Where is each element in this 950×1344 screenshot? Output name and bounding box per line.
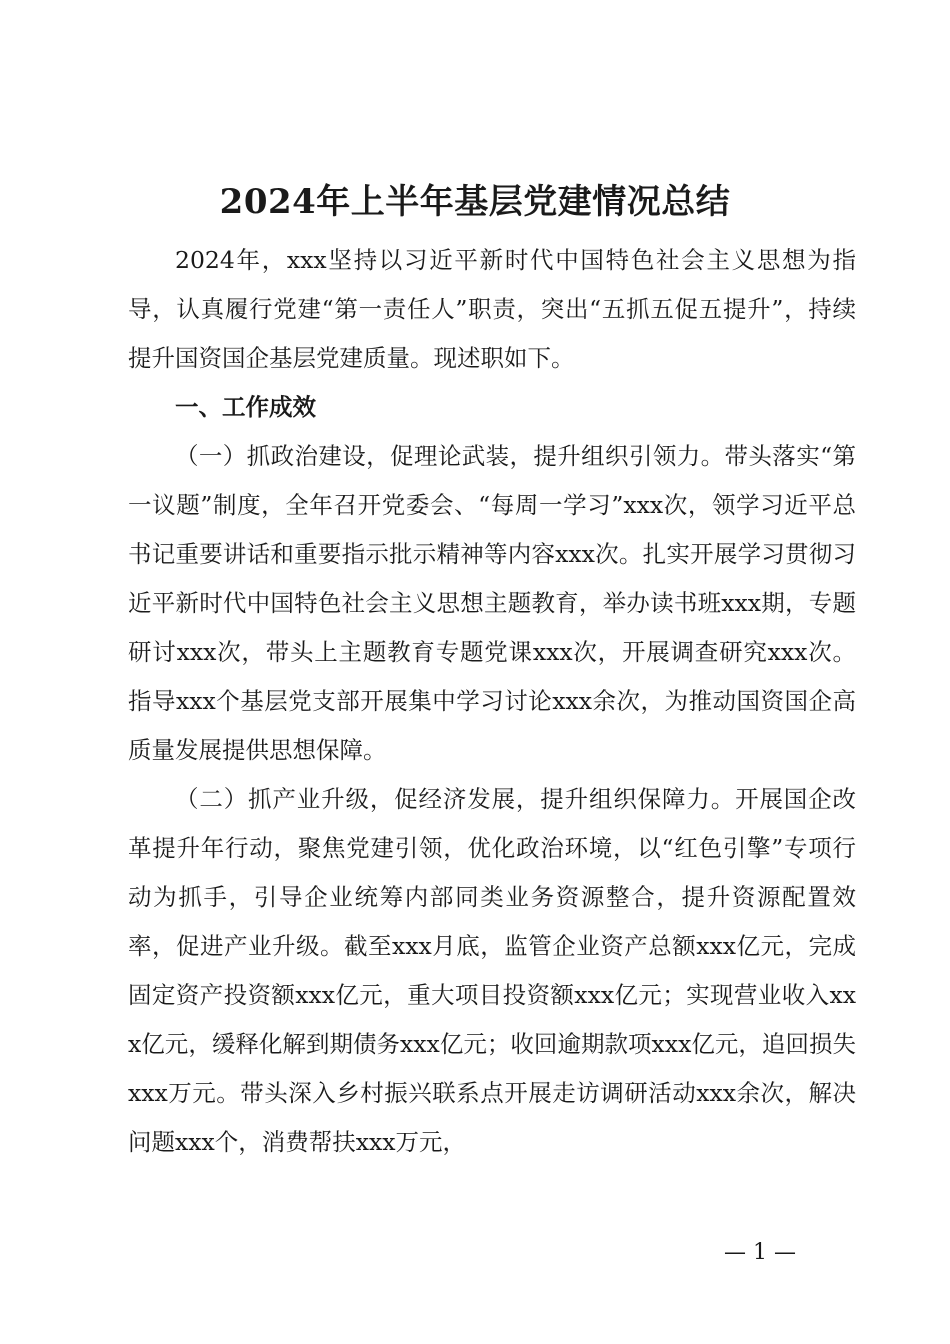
document-title: 2024年上半年基层党建情况总结	[219, 182, 731, 222]
paragraph-industrial-upgrade: （二）抓产业升级，促经济发展，提升组织保障力。开展国企改革提升年行动，聚焦党建引领，优化政治环境，以“红色引擎”专项行动为抓手，引导企业统筹内部同类业务资源整合，提升资源配置效率，促进产业升级。截至xxx月底，监管企业资产总额xxx亿元，完成固定资产投资额xxx亿元，重大项目投资额xxx亿元；实现营业收入xxx亿元，缓释化解到期债务xxx亿元；收回逾期款项xxx亿元，追回损失xxx万元。带头深入乡村振兴联系点开展走访调研活动xxx余次，解决问题xxx个，消费帮扶xxx万元，	[128, 785, 856, 1156]
paragraph-political-construction: （一）抓政治建设，促理论武装，提升组织引领力。带头落实“第一议题”制度，全年召开党委会、“每周一学习”xxx次，领学习近平总书记重要讲话和重要指示批示精神等内容xxx次。扎实开展学习贯彻习近平新时代中国特色社会主义思想主题教育，举办读书班xxx期，专题研讨xxx次，带头上主题教育专题党课xxx次，开展调查研究xxx次。指导xxx个基层党支部开展集中学习讨论xxx余次，为推动国资国企高质量发展提供思想保障。	[128, 442, 856, 764]
document-body	[128, 236, 856, 1167]
section-heading-work-results: 一、工作成效	[175, 393, 316, 421]
intro-paragraph: 2024年，xxx坚持以习近平新时代中国特色社会主义思想为指导，认真履行党建“第一责任人”职责，突出“五抓五促五提升”，持续提升国资国企基层党建质量。现述职如下。	[128, 246, 856, 372]
page-number: — 1 —	[724, 1240, 796, 1265]
